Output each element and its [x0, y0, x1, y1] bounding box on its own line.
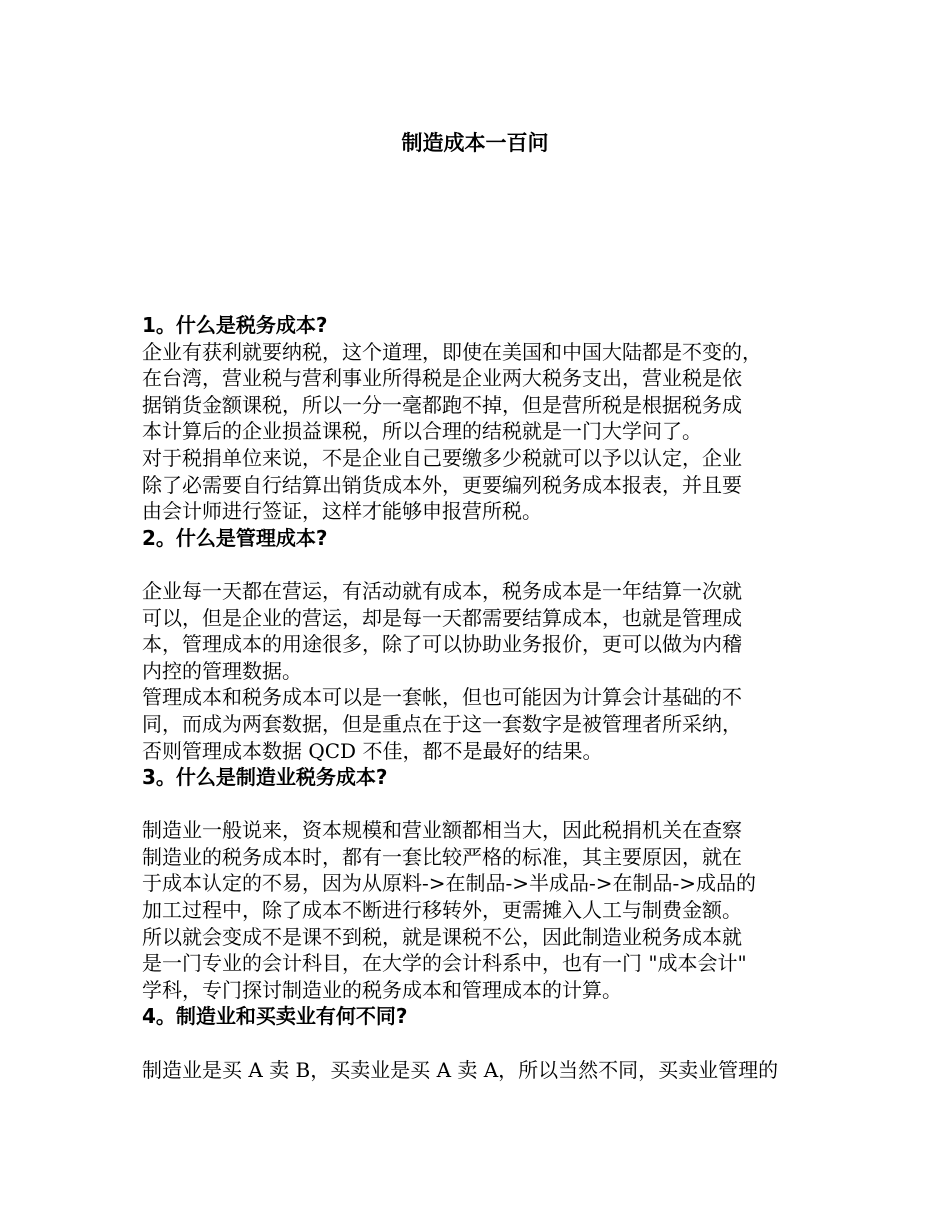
paragraph-line: 除了必需要自行结算出销货成本外，更要编列税务成本报表，并且要	[142, 472, 742, 497]
document-body	[142, 312, 812, 1083]
paragraph-line: 对于税捐单位来说，不是企业自己要缴多少税就可以予以认定，企业	[142, 445, 742, 470]
paragraph-line: 于成本认定的不易，因为从原料->在制品->半成品->在制品->成品的	[142, 871, 757, 896]
section-3	[142, 764, 812, 1003]
paragraph-line: 是一门专业的会计科目，在大学的会计科系中，也有一门 "成本会计"	[142, 951, 747, 976]
paragraph-line: 加工过程中，除了成本不断进行移转外，更需摊入人工与制费金额。	[142, 898, 742, 923]
section-4	[142, 1003, 812, 1083]
section-heading: 1。什么是税务成本?	[142, 313, 328, 337]
paragraph-line: 本，管理成本的用途很多，除了可以协助业务报价，更可以做为内稽	[142, 632, 742, 657]
paragraph-line: 所以就会变成不是课不到税，就是课税不公，因此制造业税务成本就	[142, 924, 742, 949]
blank-line	[142, 551, 812, 578]
blank-line	[142, 1030, 812, 1057]
paragraph-line: 管理成本和税务成本可以是一套帐，但也可能因为计算会计基础的不	[142, 685, 742, 710]
section-2	[142, 525, 812, 764]
paragraph-line: 制造业是买 A 卖 B，买卖业是买 A 卖 A，所以当然不同，买卖业管理的	[142, 1057, 779, 1082]
paragraph-line: 同，而成为两套数据，但是重点在于这一套数字是被管理者所采纳，	[142, 711, 742, 736]
paragraph-line: 制造业的税务成本时，都有一套比较严格的标准，其主要原因，就在	[142, 844, 742, 869]
section-heading: 2。什么是管理成本?	[142, 525, 328, 550]
paragraph-line: 否则管理成本数据 QCD 不佳，都不是最好的结果。	[142, 738, 603, 763]
paragraph-line: 可以，但是企业的营运，却是每一天都需要结算成本，也就是管理成	[142, 605, 742, 630]
section-heading: 4。制造业和买卖业有何不同?	[142, 1004, 408, 1029]
paragraph-line: 本计算后的企业损益课税，所以合理的结税就是一门大学问了。	[142, 419, 702, 444]
paragraph-line: 企业每一天都在营运，有活动就有成本，税务成本是一年结算一次就	[142, 578, 742, 603]
paragraph-line: 内控的管理数据。	[142, 658, 302, 683]
paragraph-line: 由会计师进行签证，这样才能够申报营所税。	[142, 499, 542, 524]
paragraph-line: 据销货金额课税，所以一分一毫都跑不掉，但是营所税是根据税务成	[142, 392, 742, 417]
paragraph-line: 企业有获利就要纳税，这个道理，即使在美国和中国大陆都是不变的，	[142, 339, 762, 364]
paragraph-line: 在台湾，营业税与营利事业所得税是企业两大税务支出，营业税是依	[142, 366, 742, 391]
section-heading: 3。什么是制造业税务成本?	[142, 765, 388, 790]
blank-line	[142, 791, 812, 818]
section-1	[142, 312, 812, 525]
paragraph-line: 学科，专门探讨制造业的税务成本和管理成本的计算。	[142, 977, 622, 1002]
document-title: 制造成本一百问	[401, 131, 549, 155]
paragraph-line: 制造业一般说来，资本规模和营业额都相当大，因此税捐机关在查察	[142, 818, 742, 843]
